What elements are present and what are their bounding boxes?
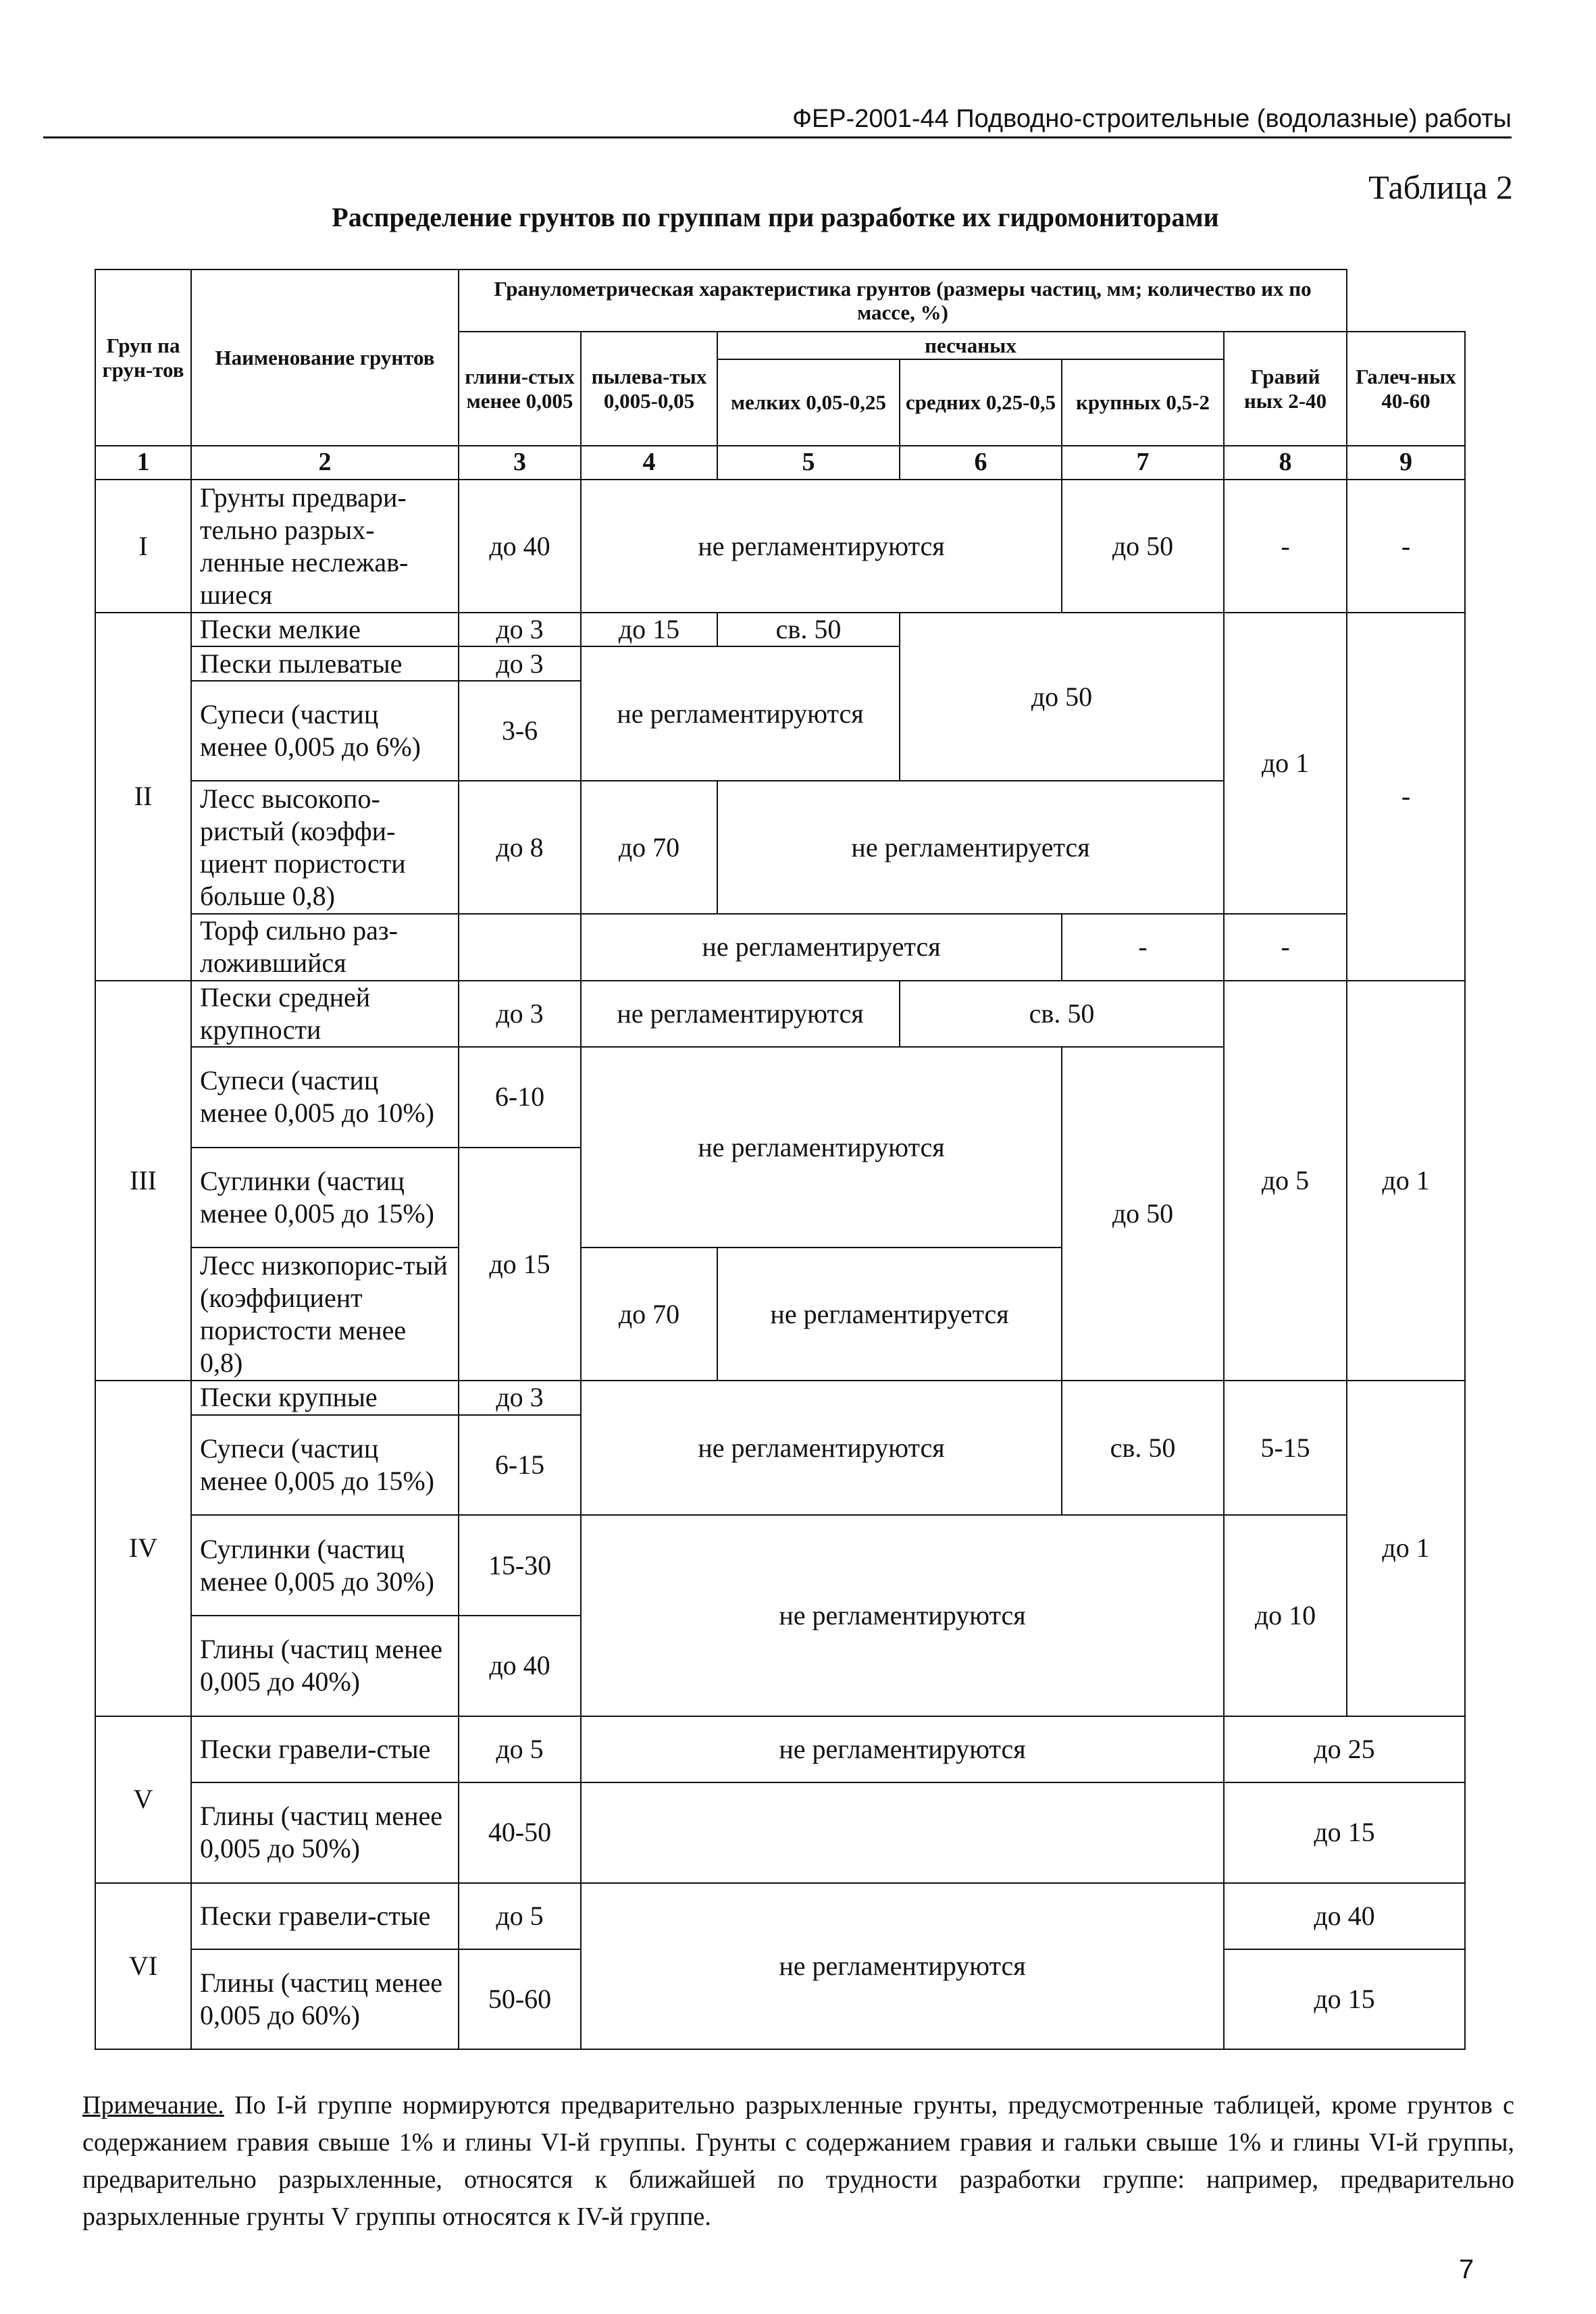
value-cell: до 15 <box>459 1148 581 1381</box>
value-cell: до 3 <box>459 981 581 1047</box>
value-cell: до 1 <box>1347 1381 1465 1716</box>
value-cell: до 5 <box>459 1716 581 1782</box>
value-cell <box>459 914 581 980</box>
header-sand-medium: средних 0,25-0,5 <box>900 359 1062 446</box>
soil-name: Глины (частиц менее 0,005 до 60%) <box>191 1949 459 2049</box>
soil-groups-table <box>95 269 1466 2050</box>
soil-name: Торф сильно раз-ложившийся <box>191 914 459 980</box>
value-cell: до 50 <box>1062 1047 1224 1381</box>
header-sand-coarse: крупных 0,5-2 <box>1062 359 1224 446</box>
soil-name: Лесс низкопорис-тый (коэффициент пористости менее 0,8) <box>191 1248 459 1381</box>
value-cell: до 15 <box>1224 1949 1465 2049</box>
soil-name: Супеси (частиц менее 0,005 до 6%) <box>191 681 459 781</box>
soil-name: Пески пылеватые <box>191 646 459 680</box>
value-cell <box>581 1782 1224 1883</box>
value-cell: до 5 <box>1224 981 1347 1381</box>
value-cell: до 15 <box>581 613 717 646</box>
soil-name: Пески средней крупности <box>191 981 459 1047</box>
value-cell: - <box>1224 914 1347 980</box>
value-cell: до 10 <box>1224 1515 1347 1716</box>
soil-name: Супеси (частиц менее 0,005 до 15%) <box>191 1415 459 1516</box>
column-number: 6 <box>900 446 1062 480</box>
header-granulometric: Гранулометрическая характеристика грунтов (размеры частиц, мм; количество их по массе, %) <box>459 269 1347 332</box>
value-cell: до 70 <box>581 781 717 914</box>
table-title: Распределение грунтов по группам при разработке их гидромониторами <box>332 202 1219 232</box>
value-cell: - <box>1224 480 1347 613</box>
header-clay: глини-стых менее 0,005 <box>459 332 581 446</box>
value-cell: - <box>1347 480 1465 613</box>
table-number: Таблица 2 <box>1368 168 1513 206</box>
value-cell: до 25 <box>1224 1716 1465 1782</box>
soil-name: Пески гравели-стые <box>191 1716 459 1782</box>
value-cell: 3-6 <box>459 681 581 781</box>
column-number: 3 <box>459 446 581 480</box>
column-number: 9 <box>1347 446 1465 480</box>
value-cell: 6-15 <box>459 1415 581 1516</box>
soil-name: Пески крупные <box>191 1381 459 1414</box>
value-cell: 6-10 <box>459 1047 581 1148</box>
value-cell: до 15 <box>1224 1782 1465 1883</box>
value-cell: до 5 <box>459 1883 581 1949</box>
value-cell: до 1 <box>1224 613 1347 914</box>
value-cell: 5-15 <box>1224 1381 1347 1515</box>
value-cell: не регламентируется <box>581 914 1062 980</box>
soil-name: Лесс высокопо-ристый (коэффи-циент пористости больше 0,8) <box>191 781 459 914</box>
value-cell: 50-60 <box>459 1949 581 2049</box>
value-cell: до 50 <box>1062 480 1224 613</box>
value-cell: до 3 <box>459 613 581 646</box>
header-silt: пылева-тых 0,005-0,05 <box>581 332 717 446</box>
value-cell: до 3 <box>459 646 581 680</box>
group-label: IV <box>95 1381 191 1716</box>
value-cell: не регламентируются <box>581 480 1062 613</box>
soil-name: Суглинки (частиц менее 0,005 до 30%) <box>191 1515 459 1616</box>
group-label: V <box>95 1716 191 1883</box>
running-header: ФЕР-2001-44 Подводно-строительные (водолазные) работы <box>43 105 1512 138</box>
group-label: II <box>95 613 191 980</box>
soil-name: Супеси (частиц менее 0,005 до 10%) <box>191 1047 459 1148</box>
column-number: 4 <box>581 446 717 480</box>
value-cell: до 40 <box>459 480 581 613</box>
soil-name: Глины (частиц менее 0,005 до 40%) <box>191 1616 459 1716</box>
column-number: 7 <box>1062 446 1224 480</box>
group-label: III <box>95 981 191 1381</box>
value-cell: не регламентируются <box>581 1381 1062 1515</box>
soil-name: Пески мелкие <box>191 613 459 646</box>
soil-name: Глины (частиц менее 0,005 до 50%) <box>191 1782 459 1883</box>
value-cell: св. 50 <box>900 981 1224 1047</box>
group-label: VI <box>95 1883 191 2049</box>
value-cell: до 70 <box>581 1248 717 1381</box>
note-label: Примечание. <box>82 2091 224 2119</box>
value-cell: до 50 <box>900 613 1224 781</box>
soil-name: Пески гравели-стые <box>191 1883 459 1949</box>
column-number: 5 <box>717 446 900 480</box>
value-cell: 40-50 <box>459 1782 581 1883</box>
value-cell: не регламентируется <box>717 1248 1062 1381</box>
header-sand: песчаных <box>717 332 1224 359</box>
value-cell: до 40 <box>1224 1883 1465 1949</box>
table-note <box>82 2087 1514 2236</box>
value-cell: не регламентируются <box>581 1883 1224 2049</box>
soil-name: Грунты предвари-тельно разрых-ленные неслежав-шиеся <box>191 480 459 613</box>
page-number: 7 <box>1459 2255 1474 2284</box>
soil-name: Суглинки (частиц менее 0,005 до 15%) <box>191 1148 459 1248</box>
value-cell: 15-30 <box>459 1515 581 1616</box>
note-text: По I-й группе нормируются предварительно разрыхленные грунты, предусмотренные таблицей, кроме грунтов с содержанием гравия свыше 1% и глины VI-й группы. Грунты с содержанием гравия и гальки свыше 1% и глины VI-й группы, предварительно разрыхленные, относятся к ближайшей по трудности разработки группе: например, предварительно разрыхленные грунты V группы относятся к IV-й группе. <box>82 2091 1514 2232</box>
value-cell: не регламентируются <box>581 1716 1224 1782</box>
group-label: I <box>95 480 191 613</box>
header-group: Груп па грун-тов <box>95 269 191 446</box>
value-cell: до 8 <box>459 781 581 914</box>
header-gravel: Гравий ных 2-40 <box>1224 332 1347 446</box>
column-number: 8 <box>1224 446 1347 480</box>
header-sand-fine: мелких 0,05-0,25 <box>717 359 900 446</box>
value-cell: не регламентируются <box>581 1515 1224 1716</box>
column-number: 1 <box>95 446 191 480</box>
value-cell: - <box>1347 613 1465 980</box>
value-cell: не регламентируются <box>581 646 900 781</box>
header-name: Наименование грунтов <box>191 269 459 446</box>
header-pebble: Галеч-ных 40-60 <box>1347 332 1465 446</box>
value-cell: св. 50 <box>717 613 900 646</box>
value-cell: - <box>1062 914 1224 980</box>
value-cell: не регламентируются <box>581 981 900 1047</box>
value-cell: не регламентируется <box>717 781 1224 914</box>
value-cell: до 3 <box>459 1381 581 1414</box>
value-cell: до 1 <box>1347 981 1465 1381</box>
column-number: 2 <box>191 446 459 480</box>
value-cell: не регламентируются <box>581 1047 1062 1248</box>
value-cell: до 40 <box>459 1616 581 1716</box>
value-cell: св. 50 <box>1062 1381 1224 1515</box>
